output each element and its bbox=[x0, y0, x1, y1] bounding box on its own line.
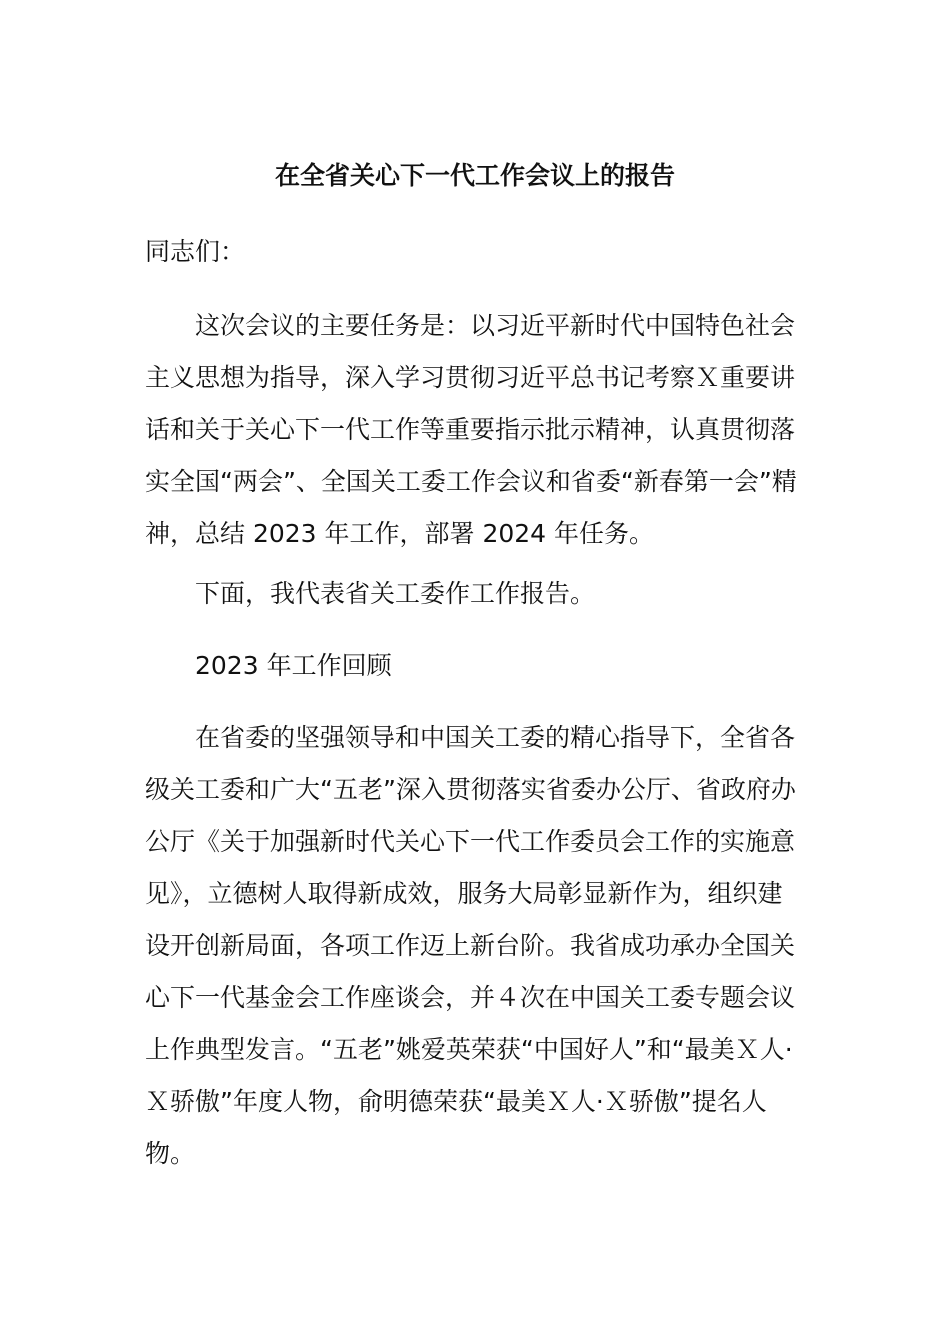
paragraph-2023-achievements: 在省委的坚强领导和中国关工委的精心指导下，全省各级关工委和广大“五老”深入贯彻落实省委办公厅、省政府办公厅《关于加强新时代关心下一代工作委员会工作的实施意见》，立德树人取得新成效，服务大局彰显新作为，组织建设开创新局面，各项工作迈上新台阶。我省成功承办全国关心下一代基金会工作座谈会，并４次在中国关工委专题会议上作典型发言。“五老”姚爱英荣获“中国好人”和“最美Ｘ人·Ｘ骄傲”年度人物，俞明德荣获“最美Ｘ人·Ｘ骄傲”提名人物。 bbox=[145, 723, 796, 1168]
section-heading-2023-review: 2023 年工作回顾 bbox=[195, 651, 392, 680]
paragraph-meeting-tasks: 这次会议的主要任务是：以习近平新时代中国特色社会主义思想为指导，深入学习贯彻习近平总书记考察Ｘ重要讲话和关于关心下一代工作等重要指示批示精神，认真贯彻落实全国“两会”、全国关工委工作会议和省委“新春第一会”精神，总结 2023 年工作，部署 2024 年任务。 bbox=[145, 311, 797, 548]
salutation: 同志们： bbox=[145, 237, 246, 266]
document-title: 在全省关心下一代工作会议上的报告 bbox=[274, 161, 675, 190]
paragraph-report-intro: 下面，我代表省关工委作工作报告。 bbox=[195, 579, 596, 608]
